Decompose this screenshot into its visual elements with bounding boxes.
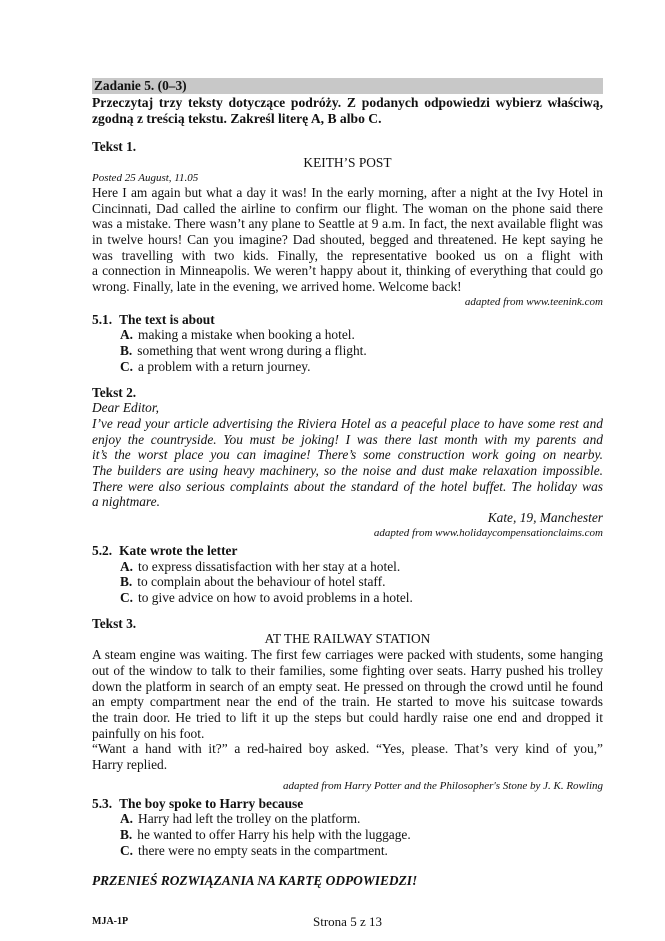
question-text: The text is about: [119, 311, 215, 327]
option-text: making a mistake when booking a hotel.: [138, 327, 355, 343]
question-stem: [92, 312, 603, 328]
answer-option-b[interactable]: [92, 343, 603, 359]
body-line: wrong. Finally, late in the evening, we arrived home. Welcome back!: [92, 279, 462, 295]
answer-option-c[interactable]: [92, 590, 603, 606]
body-line: A steam engine was waiting. The first few carriages were packed with students, some hanging: [92, 647, 603, 663]
option-text: something that went wrong during a flight.: [137, 343, 367, 359]
text1-label: Tekst 1.: [92, 139, 137, 155]
text1-title: KEITH’S POST: [303, 155, 392, 171]
text3-title: AT THE RAILWAY STATION: [264, 631, 431, 647]
body-line: was a mistake. There wasn’t any plane to Seattle at 9 a.m. In fact, the next available flight was: [92, 216, 603, 232]
option-letter: A.: [120, 558, 134, 574]
text2-greeting: Dear Editor,: [92, 400, 159, 416]
instruction-line: zgodną z treścią tekstu. Zakreśl literę A, B albo C.: [92, 110, 382, 126]
option-letter: C.: [120, 358, 134, 374]
text3-label: Tekst 3.: [92, 615, 137, 631]
question-text: Kate wrote the letter: [119, 542, 238, 558]
question-5-2: [92, 543, 603, 606]
question-text: The boy spoke to Harry because: [119, 795, 304, 811]
question-number: 5.1.: [92, 311, 113, 327]
body-line: Cincinnati, Dad called the airline to confirm our flight. The woman on the phone said there: [92, 200, 603, 216]
option-letter: B.: [120, 343, 133, 359]
body-line: in twelve hours! Can you imagine? Dad shouted, begged and threatened. He kept saying he: [92, 231, 603, 247]
instruction-line: Przeczytaj trzy teksty dotyczące podróży. Z podanych odpowiedzi wybierz właściwą,: [92, 95, 603, 110]
option-text: Harry had left the trolley on the platform.: [138, 811, 361, 827]
answer-option-c[interactable]: [92, 359, 603, 375]
body-line: a nightmare.: [92, 494, 160, 510]
text3-source: adapted from Harry Potter and the Philosopher's Stone by J. K. Rowling: [283, 779, 603, 792]
answer-option-a[interactable]: [92, 559, 603, 575]
option-letter: A.: [120, 811, 134, 827]
body-line: The builders are using heavy machinery, so the noise and dust make relaxation impossible.: [92, 463, 603, 479]
option-text: a problem with a return journey.: [138, 358, 311, 374]
body-line: There were also serious complaints about the standard of the hotel buffet. The holiday was: [92, 478, 603, 494]
answer-option-b[interactable]: [92, 574, 603, 590]
option-text: he wanted to offer Harry his help with the luggage.: [137, 827, 411, 843]
body-line: out of the window to talk to their families, some fighting over seats. Harry pushed his trolley: [92, 662, 603, 678]
answer-option-b[interactable]: [92, 827, 603, 843]
task-title: Zadanie 5. (0–3): [92, 78, 603, 94]
body-line: Harry replied.: [92, 757, 168, 773]
body-line: an empty compartment near the end of the train. He started to move his suitcase towards: [92, 694, 603, 710]
question-5-3: [92, 796, 603, 859]
question-5-1: [92, 312, 603, 375]
task-instruction: [92, 95, 603, 126]
question-number: 5.2.: [92, 542, 113, 558]
option-letter: B.: [120, 827, 133, 843]
text2-body: [92, 416, 603, 510]
body-line: down the platform in search of an empty seat. He pressed on through the crowd until he found: [92, 678, 603, 694]
exam-page: [92, 78, 603, 888]
body-line: it’s the worst place you can imagine! There’s some construction work going on nearby.: [92, 447, 603, 463]
exam-code: MJA-1P: [92, 916, 129, 927]
body-line: enjoy the countryside. You must be joking! I was there last month with my parents and: [92, 431, 603, 447]
answer-option-a[interactable]: [92, 811, 603, 827]
body-line: I’ve read your article advertising the Riviera Hotel as a peaceful place to have some rest and: [92, 415, 603, 431]
final-note: PRZENIEŚ ROZWIĄZANIA NA KARTĘ ODPOWIEDZI!: [92, 872, 418, 888]
page-footer: [92, 914, 603, 930]
option-letter: C.: [120, 589, 134, 605]
answer-option-a[interactable]: [92, 327, 603, 343]
option-text: there were no empty seats in the compartment.: [138, 842, 388, 858]
text1-source: adapted from www.teenink.com: [464, 295, 603, 308]
body-line: “Want a hand with it?” a red-haired boy asked. “Yes, please. That’s very kind of you,”: [92, 741, 603, 757]
body-line: was travelling with two kids. Finally, the representative booked us on a flight with: [92, 247, 603, 263]
option-text: to complain about the behaviour of hotel staff.: [137, 574, 386, 590]
text2-label: Tekst 2.: [92, 384, 137, 400]
option-text: to give advice on how to avoid problems in a hotel.: [138, 589, 413, 605]
option-text: to express dissatisfaction with her stay at a hotel.: [138, 558, 401, 574]
body-line: a connection in Minneapolis. We weren’t happy about it, thinking of everything that could go: [92, 263, 603, 279]
option-letter: A.: [120, 327, 134, 343]
body-line: the train door. He tried to lift it up the steps but could hardly raise one end and dropped it: [92, 709, 603, 725]
text2-source: adapted from www.holidaycompensationclaims.com: [373, 526, 603, 539]
body-line: Here I am again but what a day it was! In the early morning, after a night at the Ivy Hotel in: [92, 184, 603, 200]
text1-posted: Posted 25 August, 11.05: [92, 171, 199, 184]
question-number: 5.3.: [92, 795, 113, 811]
option-letter: C.: [120, 842, 134, 858]
text1-body: [92, 185, 603, 295]
answer-option-c[interactable]: [92, 843, 603, 859]
page-number: Strona 5 z 13: [313, 914, 382, 929]
text3-body: [92, 647, 603, 773]
option-letter: B.: [120, 574, 133, 590]
body-line: painfully on his foot.: [92, 725, 205, 741]
question-stem: [92, 796, 603, 812]
question-stem: [92, 543, 603, 559]
text2-signature: Kate, 19, Manchester: [487, 510, 603, 526]
